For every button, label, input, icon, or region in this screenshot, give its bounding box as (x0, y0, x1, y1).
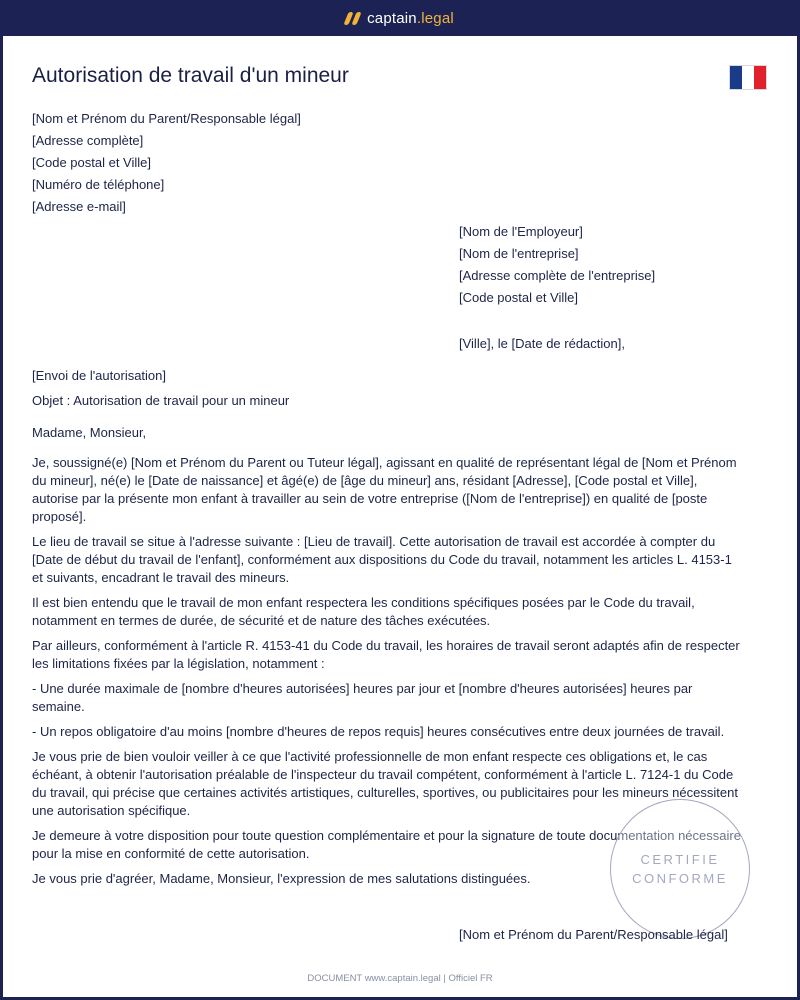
paragraph: - Un repos obligatoire d'au moins [nombre d'heures de repos requis] heures consécutives entre deux journées de travail. (32, 724, 725, 739)
top-bar (0, 0, 800, 36)
paragraph: Je, soussigné(e) [Nom et Prénom du Parent ou Tuteur légal], agissant en qualité de représentant légal de [Nom et Prénom du mineur], né(e) le [Date de naissance] et âgé(e) de [âge du mineur] ans, résidant [Adresse], [Code postal et Ville], autorise par la présente mon enfant à travailler au sein de votre entreprise ([Nom de l'entreprise]) en qualité de [poste proposé]. (32, 455, 737, 524)
captain-logo-icon (346, 12, 359, 25)
brand-name (367, 10, 454, 27)
page-footer: DOCUMENT www.captain.legal | Officiel FR (307, 973, 493, 984)
stamp-line-1: CERTIFIE (640, 852, 720, 867)
stamp-line-2: CONFORME (632, 871, 728, 886)
brand-logo-link[interactable] (346, 10, 454, 27)
subject-line: Objet : Autorisation de travail pour un mineur (32, 393, 290, 408)
paragraph: Par ailleurs, conformément à l'article R. 4153-41 du Code du travail, les horaires de travail seront adaptés afin de respecter les limitations fixées par la législation, notamment : (32, 638, 740, 671)
sender-postal-city: [Code postal et Ville] (32, 155, 151, 170)
sender-phone: [Numéro de téléphone] (32, 177, 165, 192)
recipient-postal-city: [Code postal et Ville] (459, 290, 578, 305)
recipient-employer: [Nom de l'Employeur] (459, 224, 583, 239)
sender-address: [Adresse complète] (32, 133, 144, 148)
sender-name: [Nom et Prénom du Parent/Responsable légal] (32, 111, 301, 126)
paragraph: Le lieu de travail se situe à l'adresse suivante : [Lieu de travail]. Cette autorisation de travail est accordée à compter du [Date de début du travail de l'enfant], conformément aux dispositions du Code du travail, notamment les articles L. 4153-1 et suivants, encadrant le travail des mineurs. (32, 534, 732, 585)
paragraph: Je vous prie d'agréer, Madame, Monsieur, l'expression de mes salutations distinguées. (32, 871, 531, 886)
recipient-address-block (459, 221, 655, 309)
salutation: Madame, Monsieur, (32, 425, 147, 440)
french-flag-icon (729, 65, 767, 90)
sender-address-block (32, 108, 301, 218)
brand-name-accent: .legal (416, 9, 454, 27)
paragraph: Je vous prie de bien vouloir veiller à ce que l'activité professionnelle de mon enfant respecte ces obligations et, le cas échéant, à obtenir l'autorisation préalable de l'inspecteur du travail compétent, conformément à l'article L. 7124-1 du Code du travail, qui précise que certaines activités artistiques, culturelles, sportives, ou publicitaires pour les mineurs nécessitent une autorisation spécifique. (32, 749, 738, 818)
sender-email: [Adresse e-mail] (32, 199, 126, 214)
brand-name-main: captain (367, 9, 417, 27)
signature-line: [Nom et Prénom du Parent/Responsable légal] (459, 927, 728, 942)
paragraph: - Une durée maximale de [nombre d'heures autorisées] heures par jour et [nombre d'heures autorisées] heures par semaine. (32, 681, 693, 714)
date-line: [Ville], le [Date de rédaction], (459, 336, 625, 351)
recipient-address: [Adresse complète de l'entreprise] (459, 268, 656, 283)
delivery-method: [Envoi de l'autorisation] (32, 368, 167, 383)
certified-stamp (610, 799, 750, 939)
paragraph: Je demeure à votre disposition pour toute question complémentaire et pour la signature de toute documentation nécessaire pour la mise en conformité de cette autorisation. (32, 828, 741, 861)
recipient-company: [Nom de l'entreprise] (459, 246, 579, 261)
document-page (3, 36, 797, 997)
document-title: Autorisation de travail d'un mineur (32, 64, 349, 87)
paragraph: Il est bien entendu que le travail de mon enfant respectera les conditions spécifiques posées par le Code du travail, notamment en termes de durée, de sécurité et de nature des tâches exécutées. (32, 595, 695, 628)
